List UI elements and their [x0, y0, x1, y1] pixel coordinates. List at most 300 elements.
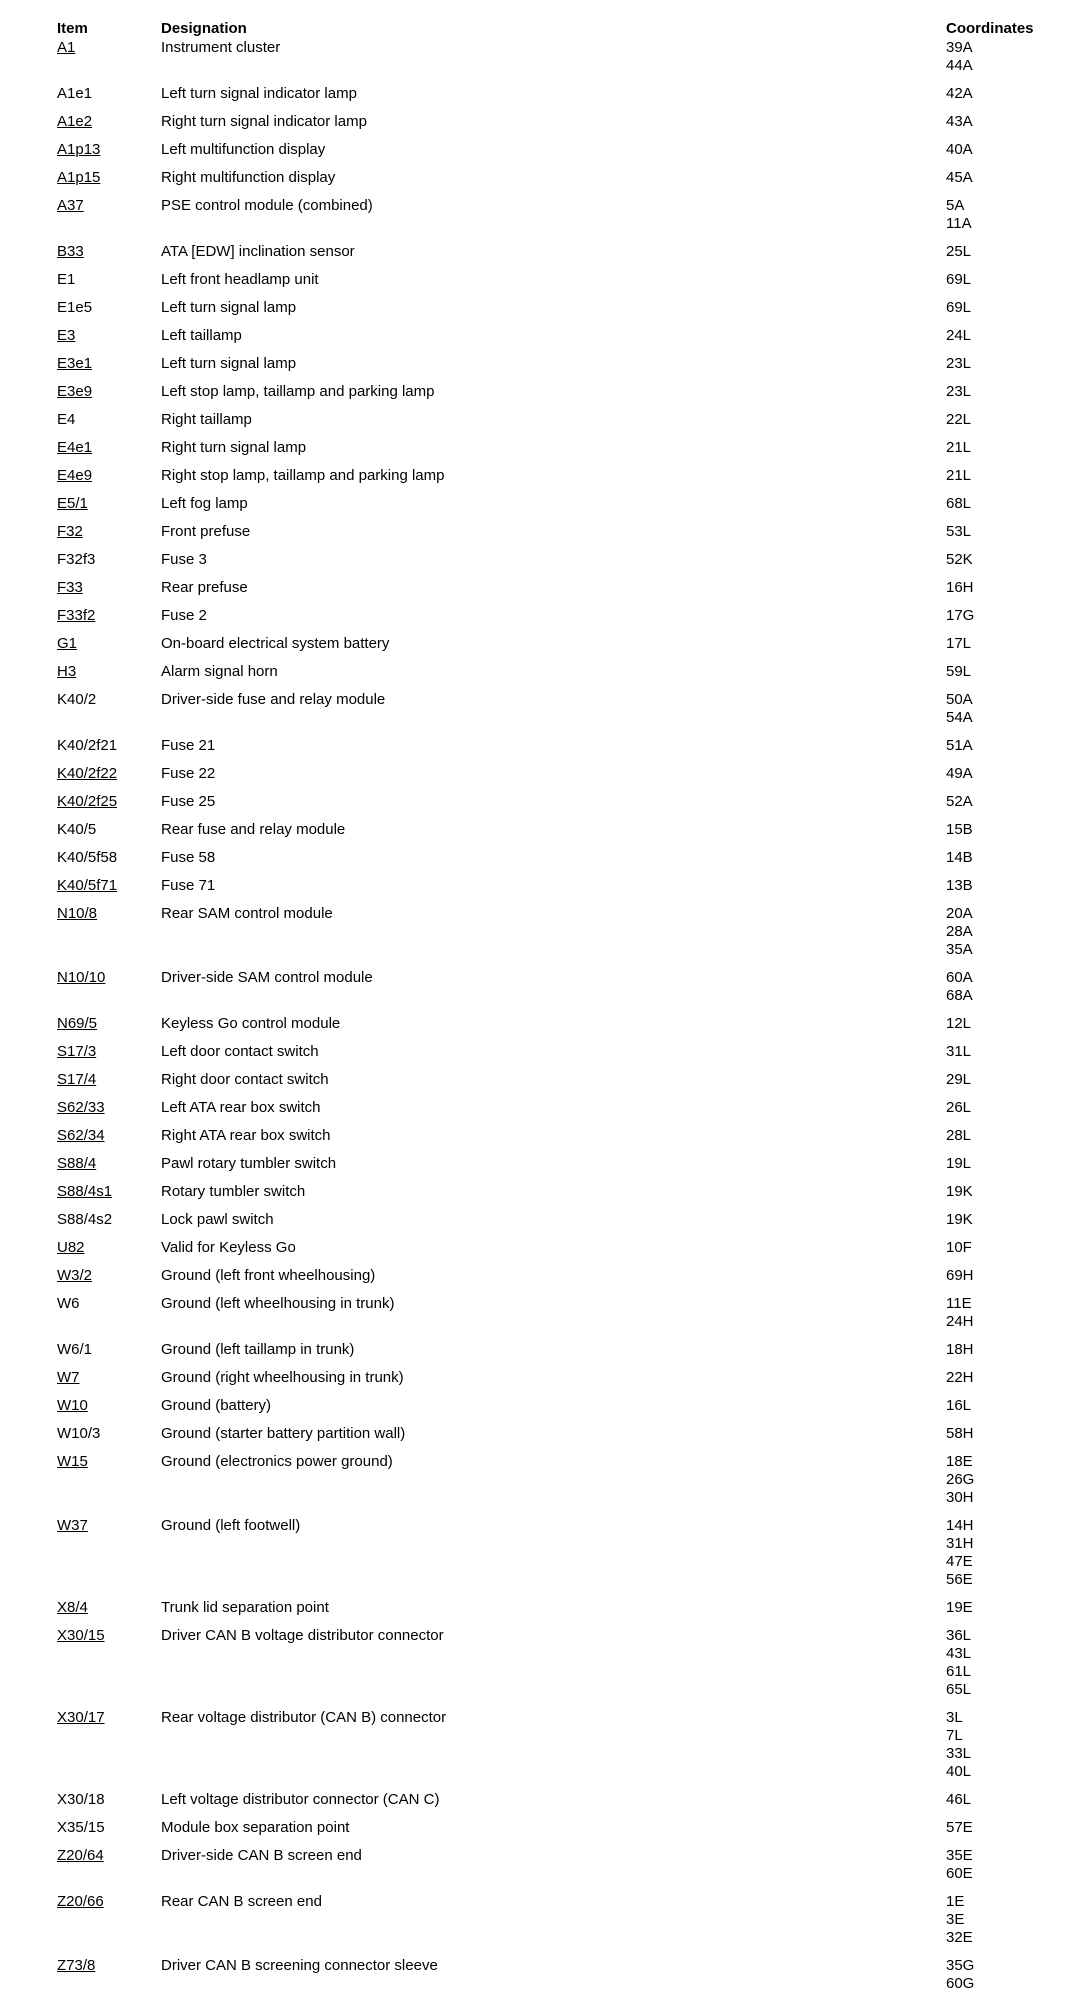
coordinates-cell: [946, 1295, 1056, 1331]
coordinates-cell: [946, 411, 1056, 429]
coordinates-cell: [946, 39, 1056, 75]
coordinate-value: 57E: [946, 1819, 973, 1836]
coordinates-cell: [946, 737, 1056, 755]
item-code: X30/18: [57, 1791, 105, 1808]
table-row: [57, 1599, 1057, 1617]
table-row: [57, 663, 1057, 681]
coordinate-value: 16H: [946, 579, 974, 596]
designation-cell: Ground (right wheelhousing in trunk): [161, 1369, 404, 1386]
coordinates-cell: [946, 1211, 1056, 1229]
table-body: [57, 39, 1057, 1993]
item-code: A1e1: [57, 85, 93, 102]
coordinate-value: 56E: [946, 1571, 973, 1588]
coordinate-value: 7L: [946, 1727, 963, 1744]
table-row: [57, 1099, 1057, 1117]
item-code: W6: [57, 1295, 80, 1312]
designation-cell: Ground (left wheelhousing in trunk): [161, 1295, 395, 1312]
coordinate-value: 11E: [946, 1295, 972, 1312]
coordinate-value: 10F: [946, 1239, 972, 1256]
table-row: [57, 495, 1057, 513]
item-link[interactable]: A1e2: [57, 113, 93, 130]
coordinate-value: 31H: [946, 1535, 974, 1552]
coordinates-cell: [946, 1847, 1056, 1883]
item-link[interactable]: F32: [57, 523, 83, 540]
item-link[interactable]: E3e9: [57, 383, 93, 400]
coordinates-cell: [946, 551, 1056, 569]
table-row: [57, 1847, 1057, 1883]
designation-cell: Fuse 58: [161, 849, 216, 866]
table-row: [57, 439, 1057, 457]
designation-cell: Left turn signal lamp: [161, 299, 297, 316]
coordinates-cell: [946, 169, 1056, 187]
table-row: [57, 1709, 1057, 1781]
coordinates-cell: [946, 1453, 1056, 1507]
designation-column-header: Designation: [161, 20, 247, 37]
coordinate-value: 60G: [946, 1975, 975, 1992]
item-code: E4: [57, 411, 76, 428]
coordinates-cell: [946, 495, 1056, 513]
coordinate-value: 21L: [946, 439, 972, 456]
item-link[interactable]: F33: [57, 579, 83, 596]
item-link[interactable]: G1: [57, 635, 78, 652]
designation-cell: Fuse 3: [161, 551, 207, 568]
designation-cell: Trunk lid separation point: [161, 1599, 329, 1616]
item-link[interactable]: E4e9: [57, 467, 93, 484]
coordinate-value: 54A: [946, 709, 973, 726]
coordinates-cell: [946, 141, 1056, 159]
item-link[interactable]: N10/10: [57, 969, 106, 986]
designation-cell: Left turn signal lamp: [161, 355, 297, 372]
designation-cell: On-board electrical system battery: [161, 635, 390, 652]
legend-table: [57, 18, 1057, 2003]
coordinate-value: 11A: [946, 215, 972, 232]
coordinate-value: 45A: [946, 169, 973, 186]
designation-cell: Right stop lamp, taillamp and parking lamp: [161, 467, 445, 484]
item-link[interactable]: E5/1: [57, 495, 88, 512]
item-code: K40/2: [57, 691, 97, 708]
item-link[interactable]: U82: [57, 1239, 85, 1256]
table-row: [57, 1183, 1057, 1201]
coordinate-value: 28A: [946, 923, 973, 940]
table-row: [57, 1453, 1057, 1507]
item-link[interactable]: A1p13: [57, 141, 101, 158]
item-code: E1e5: [57, 299, 93, 316]
coordinate-value: 47E: [946, 1553, 973, 1570]
coordinate-value: 52K: [946, 551, 973, 568]
coordinate-value: 1E: [946, 1893, 965, 1910]
coordinate-value: 53L: [946, 523, 972, 540]
designation-cell: Instrument cluster: [161, 39, 281, 56]
table-row: [57, 765, 1057, 783]
coordinate-value: 25L: [946, 243, 972, 260]
item-link[interactable]: S62/33: [57, 1099, 105, 1116]
coordinates-cell: [946, 523, 1056, 541]
coordinates-cell: [946, 1015, 1056, 1033]
item-code: W6/1: [57, 1341, 93, 1358]
coordinates-cell: [946, 85, 1056, 103]
item-code: K40/5: [57, 821, 97, 838]
coordinate-value: 43A: [946, 113, 973, 130]
coordinates-cell: [946, 793, 1056, 811]
item-link[interactable]: S17/3: [57, 1043, 97, 1060]
coordinate-value: 42A: [946, 85, 973, 102]
item-code: K40/2f21: [57, 737, 118, 754]
designation-cell: Rear prefuse: [161, 579, 248, 596]
coordinates-cell: [946, 1127, 1056, 1145]
item-link[interactable]: W37: [57, 1517, 88, 1534]
table-row: [57, 1015, 1057, 1033]
coordinate-value: 26G: [946, 1471, 975, 1488]
item-link[interactable]: E3: [57, 327, 76, 344]
table-row: [57, 691, 1057, 727]
coordinate-value: 23L: [946, 383, 972, 400]
designation-cell: Ground (left front wheelhousing): [161, 1267, 376, 1284]
designation-cell: Ground (electronics power ground): [161, 1453, 393, 1470]
item-code: X35/15: [57, 1819, 105, 1836]
item-link[interactable]: X30/17: [57, 1709, 105, 1726]
coordinates-cell: [946, 439, 1056, 457]
coordinates-cell: [946, 635, 1056, 653]
coordinate-value: 35G: [946, 1957, 975, 1974]
item-code: K40/5f58: [57, 849, 118, 866]
item-code: F32f3: [57, 551, 96, 568]
item-link[interactable]: S88/4s1: [57, 1183, 113, 1200]
coordinates-cell: [946, 1183, 1056, 1201]
table-row: [57, 1211, 1057, 1229]
table-row: [57, 243, 1057, 261]
coordinate-value: 31L: [946, 1043, 972, 1060]
coordinates-cell: [946, 1369, 1056, 1387]
designation-cell: Left front headlamp unit: [161, 271, 319, 288]
coordinate-value: 22L: [946, 411, 972, 428]
coordinate-value: 24L: [946, 327, 972, 344]
table-row: [57, 1517, 1057, 1589]
table-row: [57, 877, 1057, 895]
designation-cell: Rear fuse and relay module: [161, 821, 346, 838]
item-link[interactable]: Z20/64: [57, 1847, 104, 1864]
coordinate-value: 60A: [946, 969, 973, 986]
coordinate-value: 17L: [946, 635, 972, 652]
table-row: [57, 467, 1057, 485]
coordinate-value: 18E: [946, 1453, 973, 1470]
coordinates-cell: [946, 1709, 1056, 1781]
designation-cell: Driver-side fuse and relay module: [161, 691, 386, 708]
coordinate-value: 14H: [946, 1517, 974, 1534]
coordinate-value: 15B: [946, 821, 973, 838]
coordinates-cell: [946, 1071, 1056, 1089]
item-link[interactable]: S17/4: [57, 1071, 97, 1088]
coordinates-cell: [946, 1341, 1056, 1359]
table-row: [57, 85, 1057, 103]
coordinates-cell: [946, 1957, 1056, 1993]
item-link[interactable]: Z20/66: [57, 1893, 104, 1910]
designation-cell: Alarm signal horn: [161, 663, 278, 680]
designation-cell: Ground (starter battery partition wall): [161, 1425, 406, 1442]
table-row: [57, 271, 1057, 289]
coordinate-value: 20A: [946, 905, 973, 922]
table-row: [57, 1893, 1057, 1947]
coordinate-value: 50A: [946, 691, 973, 708]
coordinate-value: 32E: [946, 1929, 973, 1946]
coordinates-column-header: Coordinates: [946, 20, 1034, 37]
table-row: [57, 1043, 1057, 1061]
designation-cell: Lock pawl switch: [161, 1211, 274, 1228]
item-link[interactable]: S88/4: [57, 1155, 97, 1172]
coordinates-cell: [946, 467, 1056, 485]
coordinate-value: 65L: [946, 1681, 972, 1698]
designation-cell: Driver CAN B voltage distributor connector: [161, 1627, 444, 1644]
coordinates-cell: [946, 691, 1056, 727]
coordinates-cell: [946, 607, 1056, 625]
coordinates-cell: [946, 1599, 1056, 1617]
coordinate-value: 60E: [946, 1865, 973, 1882]
coordinates-cell: [946, 1397, 1056, 1415]
coordinate-value: 51A: [946, 737, 973, 754]
designation-cell: Driver CAN B screening connector sleeve: [161, 1957, 438, 1974]
table-row: [57, 1071, 1057, 1089]
item-link[interactable]: X8/4: [57, 1599, 88, 1616]
designation-cell: Rotary tumbler switch: [161, 1183, 306, 1200]
designation-cell: Fuse 25: [161, 793, 216, 810]
coordinate-value: 68A: [946, 987, 973, 1004]
coordinates-cell: [946, 197, 1056, 233]
coordinates-cell: [946, 849, 1056, 867]
designation-cell: Left turn signal indicator lamp: [161, 85, 357, 102]
designation-cell: Left fog lamp: [161, 495, 248, 512]
table-row: [57, 299, 1057, 317]
coordinates-cell: [946, 1893, 1056, 1947]
item-link[interactable]: F33f2: [57, 607, 96, 624]
coordinate-value: 3E: [946, 1911, 965, 1928]
table-row: [57, 383, 1057, 401]
coordinate-value: 36L: [946, 1627, 972, 1644]
designation-cell: Right taillamp: [161, 411, 252, 428]
coordinate-value: 43L: [946, 1645, 972, 1662]
coordinate-value: 44A: [946, 57, 973, 74]
coordinate-value: 61L: [946, 1663, 972, 1680]
table-row: [57, 1957, 1057, 1993]
coordinate-value: 14B: [946, 849, 973, 866]
coordinate-value: 52A: [946, 793, 973, 810]
coordinates-cell: [946, 1627, 1056, 1699]
item-link[interactable]: A1: [57, 39, 76, 56]
table-row: [57, 551, 1057, 569]
item-link[interactable]: H3: [57, 663, 77, 680]
table-row: [57, 821, 1057, 839]
coordinate-value: 13B: [946, 877, 973, 894]
designation-cell: Rear CAN B screen end: [161, 1893, 322, 1910]
coordinates-cell: [946, 327, 1056, 345]
table-row: [57, 1791, 1057, 1809]
coordinate-value: 22H: [946, 1369, 974, 1386]
coordinate-value: 33L: [946, 1745, 972, 1762]
coordinate-value: 46L: [946, 1791, 972, 1808]
coordinates-cell: [946, 1099, 1056, 1117]
coordinate-value: 29L: [946, 1071, 972, 1088]
table-row: [57, 327, 1057, 345]
table-row: [57, 849, 1057, 867]
designation-cell: Keyless Go control module: [161, 1015, 341, 1032]
table-row: [57, 793, 1057, 811]
coordinate-value: 58H: [946, 1425, 974, 1442]
coordinates-cell: [946, 1155, 1056, 1173]
table-row: [57, 523, 1057, 541]
item-link[interactable]: K40/2f22: [57, 765, 118, 782]
designation-cell: Left taillamp: [161, 327, 242, 344]
item-link[interactable]: W15: [57, 1453, 88, 1470]
coordinate-value: 49A: [946, 765, 973, 782]
item-link[interactable]: X30/15: [57, 1627, 105, 1644]
item-link[interactable]: K40/2f25: [57, 793, 118, 810]
coordinate-value: 5A: [946, 197, 965, 214]
table-row: [57, 169, 1057, 187]
designation-cell: Left voltage distributor connector (CAN C): [161, 1791, 440, 1808]
item-link[interactable]: W10: [57, 1397, 88, 1414]
item-link[interactable]: S62/34: [57, 1127, 105, 1144]
coordinates-cell: [946, 821, 1056, 839]
coordinate-value: 39A: [946, 39, 973, 56]
coordinate-value: 30H: [946, 1489, 974, 1506]
designation-cell: Rear SAM control module: [161, 905, 333, 922]
coordinate-value: 35A: [946, 941, 973, 958]
coordinate-value: 69L: [946, 271, 972, 288]
table-header: [57, 18, 1057, 39]
table-row: [57, 1127, 1057, 1145]
designation-cell: Ground (left taillamp in trunk): [161, 1341, 355, 1358]
table-row: [57, 141, 1057, 159]
designation-cell: Valid for Keyless Go: [161, 1239, 296, 1256]
table-row: [57, 113, 1057, 131]
table-row: [57, 1425, 1057, 1443]
coordinates-cell: [946, 299, 1056, 317]
coordinate-value: 12L: [946, 1015, 972, 1032]
coordinates-cell: [946, 1517, 1056, 1589]
table-row: [57, 905, 1057, 959]
designation-cell: Rear voltage distributor (CAN B) connector: [161, 1709, 447, 1726]
coordinates-cell: [946, 1043, 1056, 1061]
designation-cell: Right multifunction display: [161, 169, 336, 186]
table-row: [57, 355, 1057, 373]
table-row: [57, 1369, 1057, 1387]
table-row: [57, 579, 1057, 597]
designation-cell: Driver-side CAN B screen end: [161, 1847, 362, 1864]
designation-cell: PSE control module (combined): [161, 197, 373, 214]
item-code: S88/4s2: [57, 1211, 113, 1228]
coordinate-value: 35E: [946, 1847, 973, 1864]
designation-cell: Fuse 2: [161, 607, 207, 624]
designation-cell: Driver-side SAM control module: [161, 969, 373, 986]
table-row: [57, 1819, 1057, 1837]
table-row: [57, 737, 1057, 755]
item-link[interactable]: E3e1: [57, 355, 93, 372]
coordinate-value: 16L: [946, 1397, 972, 1414]
item-link[interactable]: E4e1: [57, 439, 93, 456]
coordinate-value: 18H: [946, 1341, 974, 1358]
table-row: [57, 1267, 1057, 1285]
designation-cell: Ground (battery): [161, 1397, 272, 1414]
designation-cell: Right turn signal indicator lamp: [161, 113, 367, 130]
coordinate-value: 26L: [946, 1099, 972, 1116]
table-row: [57, 411, 1057, 429]
item-link[interactable]: N10/8: [57, 905, 98, 922]
table-row: [57, 635, 1057, 653]
coordinates-cell: [946, 1267, 1056, 1285]
designation-cell: Left door contact switch: [161, 1043, 319, 1060]
coordinate-value: 3L: [946, 1709, 963, 1726]
table-row: [57, 1627, 1057, 1699]
coordinate-value: 68L: [946, 495, 972, 512]
designation-cell: Right turn signal lamp: [161, 439, 307, 456]
table-row: [57, 1397, 1057, 1415]
coordinates-cell: [946, 1425, 1056, 1443]
item-link[interactable]: W7: [57, 1369, 80, 1386]
coordinate-value: 19L: [946, 1155, 972, 1172]
designation-cell: Left ATA rear box switch: [161, 1099, 321, 1116]
designation-cell: Ground (left footwell): [161, 1517, 301, 1534]
coordinate-value: 40L: [946, 1763, 972, 1780]
item-column-header: Item: [57, 20, 88, 37]
table-row: [57, 1295, 1057, 1331]
item-link[interactable]: N69/5: [57, 1015, 98, 1032]
designation-cell: Left stop lamp, taillamp and parking lamp: [161, 383, 435, 400]
table-row: [57, 1239, 1057, 1257]
item-code: E1: [57, 271, 76, 288]
item-link[interactable]: K40/5f71: [57, 877, 118, 894]
coordinate-value: 23L: [946, 355, 972, 372]
coordinate-value: 19E: [946, 1599, 973, 1616]
designation-cell: Fuse 22: [161, 765, 216, 782]
coordinate-value: 24H: [946, 1313, 974, 1330]
coordinate-value: 21L: [946, 467, 972, 484]
coordinates-cell: [946, 113, 1056, 131]
coordinate-value: 19K: [946, 1211, 973, 1228]
coordinates-cell: [946, 383, 1056, 401]
designation-cell: Right ATA rear box switch: [161, 1127, 331, 1144]
coordinate-value: 40A: [946, 141, 973, 158]
coordinate-value: 19K: [946, 1183, 973, 1200]
table-row: [57, 607, 1057, 625]
coordinates-cell: [946, 877, 1056, 895]
designation-cell: Module box separation point: [161, 1819, 350, 1836]
table-row: [57, 969, 1057, 1005]
designation-cell: Pawl rotary tumbler switch: [161, 1155, 337, 1172]
item-link[interactable]: W3/2: [57, 1267, 93, 1284]
designation-cell: Fuse 71: [161, 877, 216, 894]
designation-cell: Fuse 21: [161, 737, 216, 754]
item-link[interactable]: A1p15: [57, 169, 101, 186]
item-code: W10/3: [57, 1425, 101, 1442]
coordinates-cell: [946, 1239, 1056, 1257]
item-link[interactable]: B33: [57, 243, 84, 260]
coordinates-cell: [946, 579, 1056, 597]
table-row: [57, 39, 1057, 75]
coordinate-value: 17G: [946, 607, 975, 624]
coordinates-cell: [946, 355, 1056, 373]
coordinate-value: 69H: [946, 1267, 974, 1284]
coordinates-cell: [946, 905, 1056, 959]
designation-cell: Front prefuse: [161, 523, 251, 540]
coordinates-cell: [946, 243, 1056, 261]
coordinate-value: 69L: [946, 299, 972, 316]
designation-cell: Right door contact switch: [161, 1071, 329, 1088]
coordinates-cell: [946, 969, 1056, 1005]
table-row: [57, 1341, 1057, 1359]
coordinate-value: 28L: [946, 1127, 972, 1144]
coordinate-value: 59L: [946, 663, 972, 680]
item-link[interactable]: A37: [57, 197, 84, 214]
item-link[interactable]: Z73/8: [57, 1957, 96, 1974]
coordinates-cell: [946, 271, 1056, 289]
